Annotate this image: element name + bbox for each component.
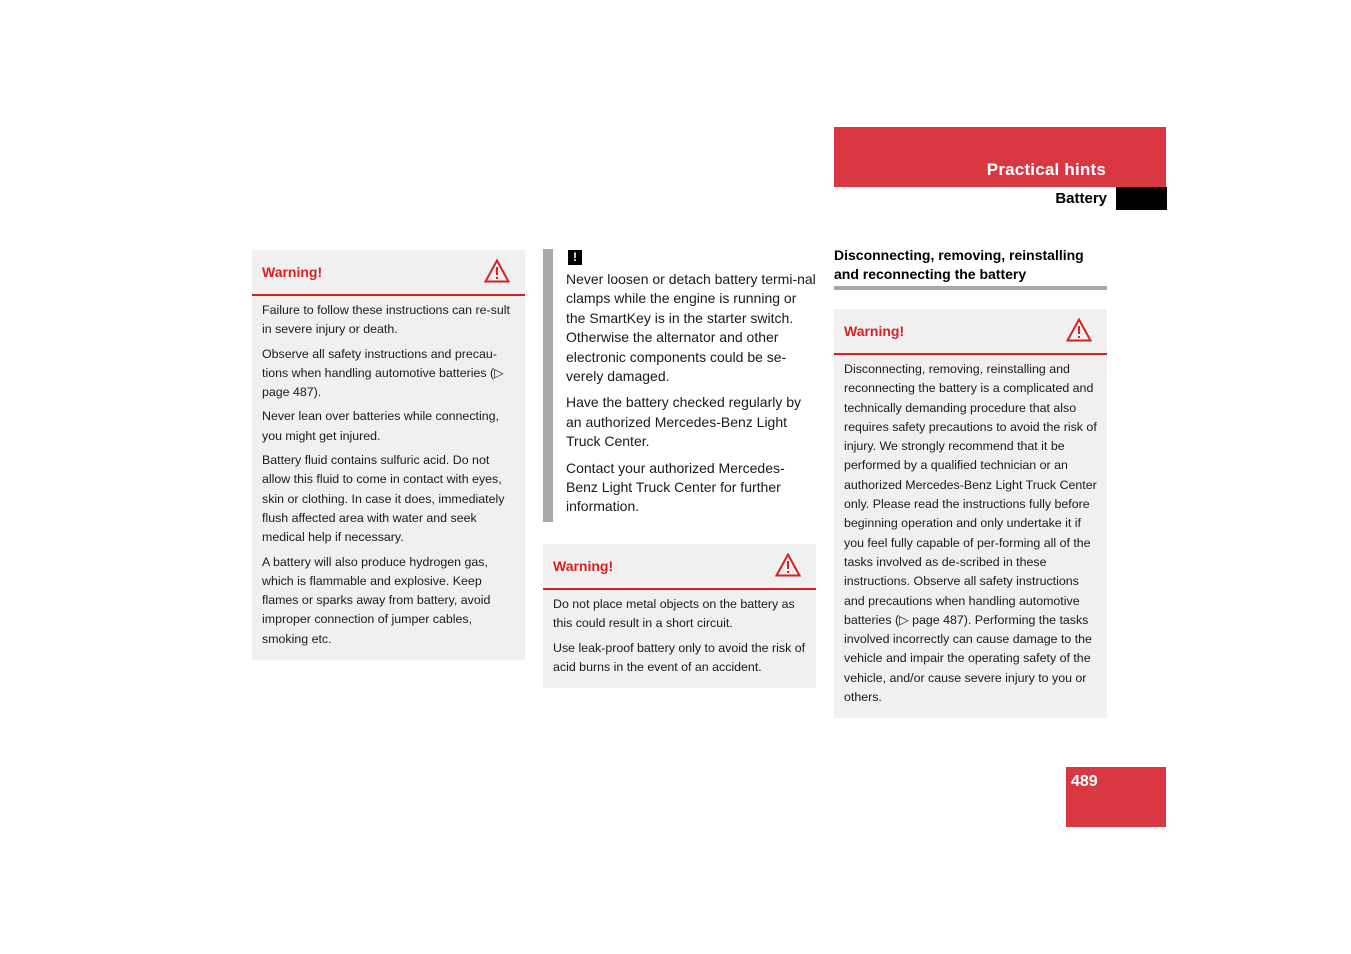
warning-text: Failure to follow these instructions can re-sult in severe injury or death. (262, 303, 510, 337)
warning-box-right (834, 309, 1107, 718)
thumb-tab (1116, 187, 1167, 210)
notice-bar (543, 249, 553, 522)
warning-text: Observe all safety instructions and precau-tions when handling automotive batteries (▷ page 487). (262, 346, 504, 400)
warning-box-left (252, 250, 525, 660)
warning-label: Warning! (553, 558, 614, 574)
exclamation-icon: ! (568, 250, 582, 265)
warning-text: Do not place metal objects on the battery as this could result in a short circuit. (553, 597, 795, 631)
warning-box-middle (543, 544, 816, 688)
warning-triangle-icon (484, 259, 510, 283)
warning-text: Disconnecting, removing, reinstalling and reconnecting the battery is a complicated and technically demanding procedure that also requires safety precautions to avoid the risk of injury. We strongly recommend that it be performed by a qualified technician or an authorized Mercedes-Benz Light Truck Center only. Please read the instructions fully before beginning operation and only undertake it if you feel fully capable of per-forming all of the tasks involved as de-scribed in these instructions. Observe all safety instructions and precautions when handling automotive batteries (▷ page 487). Performing the tasks involved incorrectly can cause damage to the vehicle and impair the operating safety of the vehicle, and/or cause severe injury to you or others. (844, 362, 1097, 705)
subsection-heading: Battery (1055, 190, 1107, 207)
warning-label: Warning! (844, 323, 905, 339)
header-banner (834, 127, 1166, 187)
warning-triangle-icon (1066, 318, 1092, 342)
notice-block (543, 249, 816, 522)
warning-text: Battery fluid contains sulfuric acid. Do not allow this fluid to come in contact with eyes, skin or clothing. In case it does, immediately flush affected area with water and seek medical help if necessary. (262, 453, 505, 545)
notice-text: Have the battery checked regularly by an authorized Mercedes-Benz Light Truck Center. (566, 394, 802, 450)
notice-text: Never loosen or detach battery termi-nal clamps while the engine is running or the SmartKey is in the starter switch. Otherwise the alternator and other electronic components could be se-verely damaged. (566, 271, 816, 385)
warning-text: Never lean over batteries while connecting, you might get injured. (262, 409, 499, 443)
warning-text: Use leak-proof battery only to avoid the risk of acid burns in the event of an accident. (553, 640, 806, 674)
page-number: 489 (1071, 773, 1098, 790)
notice-text: Contact your authorized Mercedes-Benz Light Truck Center for further information. (566, 459, 785, 515)
warning-triangle-icon (775, 553, 801, 577)
warning-text: A battery will also produce hydrogen gas, which is flammable and explosive. Keep flames or sparks away from battery, avoid improper connection of jumper cables, smoking etc. (262, 554, 491, 646)
section-title: Disconnecting, removing, reinstalling and reconnecting the battery (834, 247, 1084, 282)
section-divider (834, 286, 1107, 290)
section-heading: Practical hints (986, 160, 1106, 179)
warning-label: Warning! (262, 264, 323, 280)
page-number-tab (1066, 767, 1166, 827)
